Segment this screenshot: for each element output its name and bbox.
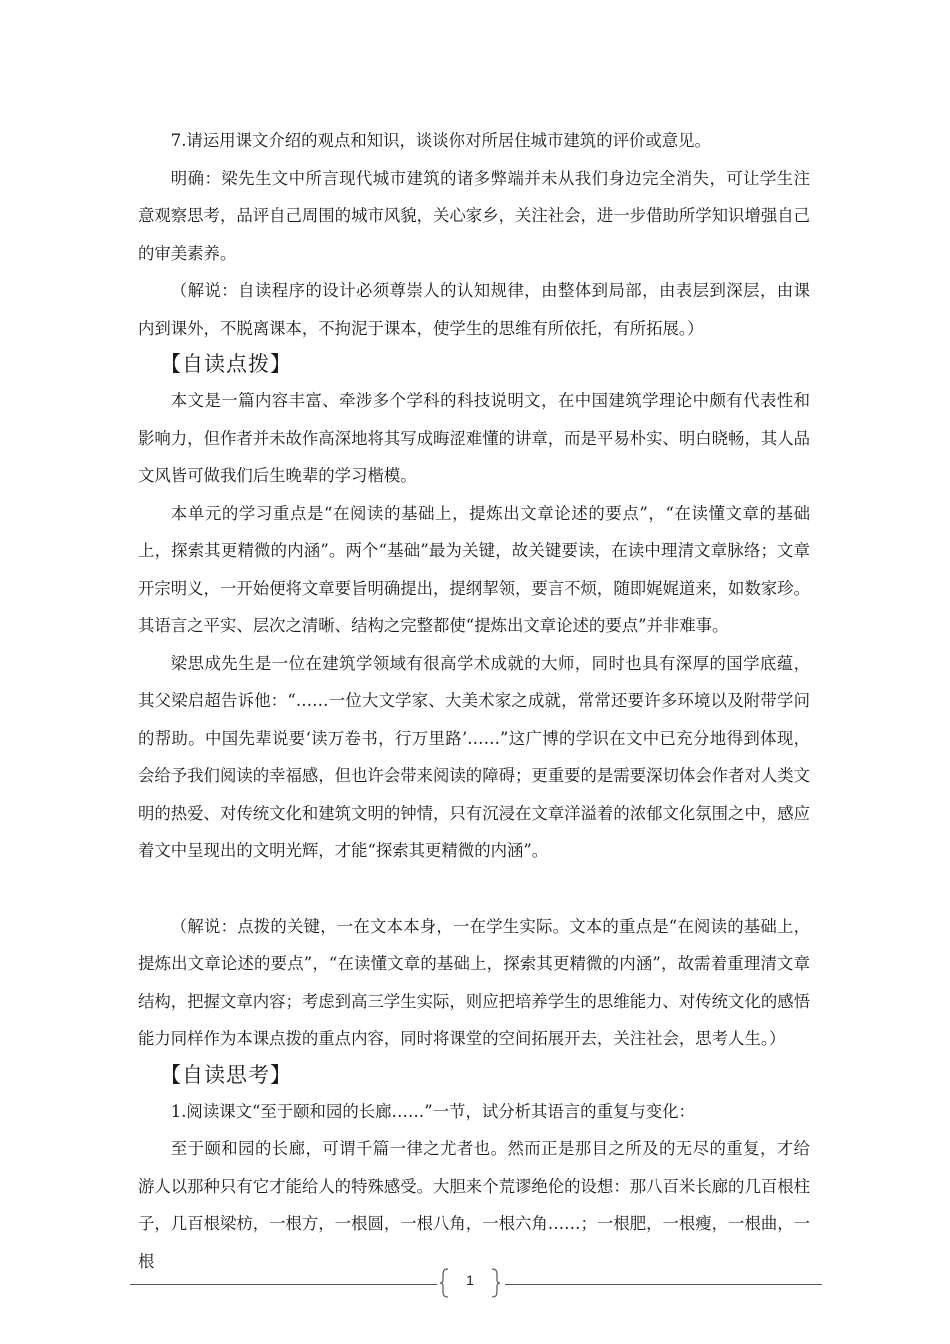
page-body: [138, 122, 810, 1280]
question-7: 7.请运用课文介绍的观点和知识，谈谈你对所居住城市建筑的评价或意见。: [170, 131, 711, 150]
question-7-note: （解说：自读程序的设计必须尊崇人的认知规律，由整体到局部，由表层到深层，由课内到课外，不脱离课本，不拘泥于课本，使学生的思维有所依托，有所拓展。）: [138, 281, 810, 338]
section-heading-thinking: 【自读思考】: [160, 1062, 292, 1087]
question-7-answer: 明确：梁先生文中所言现代城市建筑的诸多弊端并未从我们身边完全消失，可让学生注意观察思考，品评自己周围的城市风貌，关心家乡，关注社会，进一步借助所学知识增强自己的审美素养。: [138, 168, 811, 263]
paragraph-gap: [138, 870, 810, 908]
right-brace-icon: [491, 1268, 501, 1298]
section-heading-guidance: 【自读点拨】: [160, 352, 292, 376]
thinking-question-1: 1.阅读课文“至于颐和园的长廊……”一节，试分析其语言的重复与变化：: [170, 1101, 695, 1121]
left-brace-icon: [439, 1268, 449, 1298]
footer-rule-right: [505, 1284, 822, 1285]
guidance-paragraph-2: 本单元的学习重点是“在阅读的基础上，提炼出文章论述的要点”，“在读懂文章的基础上，探索其更精微的内涵”。两个“基础”最为关键，故关键要读，在读中理清文章脉络；文章开宗明义，一开始便将文章要旨明确提出，提纲挈领，要言不烦，随即娓娓道来，如数家珍。其语言之平实、层次之清晰、结构之完整都使“提炼出文章论述的要点”并非难事。: [138, 503, 811, 635]
thinking-paragraph-1: 至于颐和园的长廊，可谓千篇一律之尤者也。然而正是那目之所及的无尽的重复，才给游人以那种只有它才能给人的特殊感受。大胆来个荒谬绝伦的设想：那八百米长廊的几百根柱子，几百根梁枋，一根方，一根圆，一根八角，一根六角……；一根肥，一根瘦，一根曲，一根: [138, 1139, 811, 1271]
page-footer: [130, 1266, 822, 1302]
guidance-paragraph-3: 梁思成先生是一位在建筑学领域有很高学术成就的大师，同时也具有深厚的国学底蕴，其父梁启超告诉他：“……一位大文学家、大美术家之成就，常常还要许多环境以及附带学问的帮助。中国先辈说要‘读万卷书，行万里路’……”这广博的学识在文中已充分地得到体现，会给予我们阅读的幸福感，但也许会带来阅读的障碍；更重要的是需要深切体会作者对人类文明的热爱、对传统文化和建筑文明的钟情，只有沉浸在文章洋溢着的浓郁文化氛围之中，感应着文中呈现出的文明光辉，才能“探索其更精微的内涵”。: [138, 653, 811, 860]
guidance-note: （解说：点拨的关键，一在文本本身，一在学生实际。文本的重点是“在阅读的基础上，提炼出文章论述的要点”，“在读懂文章的基础上，探索其更精微的内涵”，故需着重理清文章结构，把握文章内容；考虑到高三学生实际，则应把培养学生的思维能力、对传统文化的感悟能力同样作为本课点拨的重点内容，同时将课堂的空间拓展开去，关注社会，思考人生。）: [138, 916, 811, 1048]
footer-rule-left: [130, 1284, 437, 1285]
guidance-paragraph-1: 本文是一篇内容丰富、牵涉多个学科的科技说明文，在中国建筑学理论中颇有代表性和影响力，但作者并未故作高深地将其写成晦涩难懂的讲章，而是平易朴实、明白晓畅，其人品文风皆可做我们后生晚辈的学习楷模。: [138, 391, 811, 485]
page-number: 1: [466, 1272, 474, 1288]
